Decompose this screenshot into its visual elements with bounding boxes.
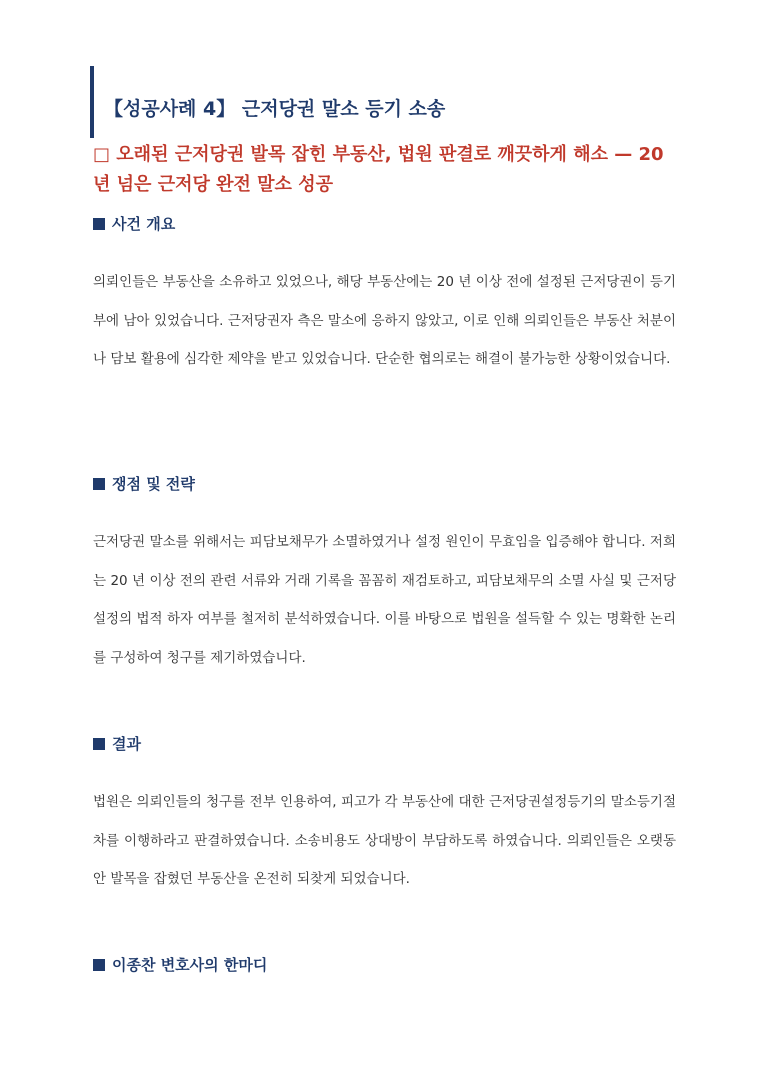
page-title: 【성공사례 4】 근저당권 말소 등기 소송 (104, 98, 446, 120)
subtitle-glyph: □ (93, 144, 111, 165)
square-bullet-icon (93, 959, 105, 971)
section-body-result: 법원은 의뢰인들의 청구를 전부 인용하여, 피고가 각 부동산에 대한 근저당권설정등기의 말소등기절차를 이행하라고 판결하였습니다. 소송비용도 상대방이 부담하도록 하였습니다. 의뢰인들은 오랫동안 발목을 잡혔던 부동산을 온전히 되찾게 되었습니다. (93, 794, 676, 887)
square-bullet-icon (93, 478, 105, 490)
section-heading-strategy: 쟁점 및 전략 (93, 473, 195, 494)
section-body-strategy: 근저당권 말소를 위해서는 피담보채무가 소멸하였거나 설정 원인이 무효임을 입증해야 합니다. 저희는 20 년 이상 전의 관련 서류와 거래 기록을 꼼꼼히 재검토하고, 피담보채무의 소멸 사실 및 근저당 설정의 법적 하자 여부를 철저히 분석하였습니다. 이를 바탕으로 법원을 설득할 수 있는 명확한 논리를 구성하여 청구를 제기하였습니다. (93, 534, 676, 666)
subtitle-text: 오래된 근저당권 발목 잡힌 부동산, 법원 판결로 깨끗하게 해소 — 20 년 넘은 근저당 완전 말소 성공 (93, 144, 664, 195)
section-heading-result: 결과 (93, 733, 141, 754)
section-heading-overview: 사건 개요 (93, 213, 175, 234)
section-heading-lawyer-comment: 이종찬 변호사의 한마디 (93, 954, 267, 975)
case-subtitle (93, 140, 683, 200)
section-body-overview: 의뢰인들은 부동산을 소유하고 있었으나, 해당 부동산에는 20 년 이상 전에 설정된 근저당권이 등기부에 남아 있었습니다. 근저당권자 측은 말소에 응하지 않았고, 이로 인해 의뢰인들은 부동산 처분이나 담보 활용에 심각한 제약을 받고 있었습니다. 단순한 협의로는 해결이 불가능한 상황이었습니다. (93, 274, 676, 367)
square-bullet-icon (93, 218, 105, 230)
title-accent-bar (90, 66, 94, 138)
square-bullet-icon (93, 738, 105, 750)
